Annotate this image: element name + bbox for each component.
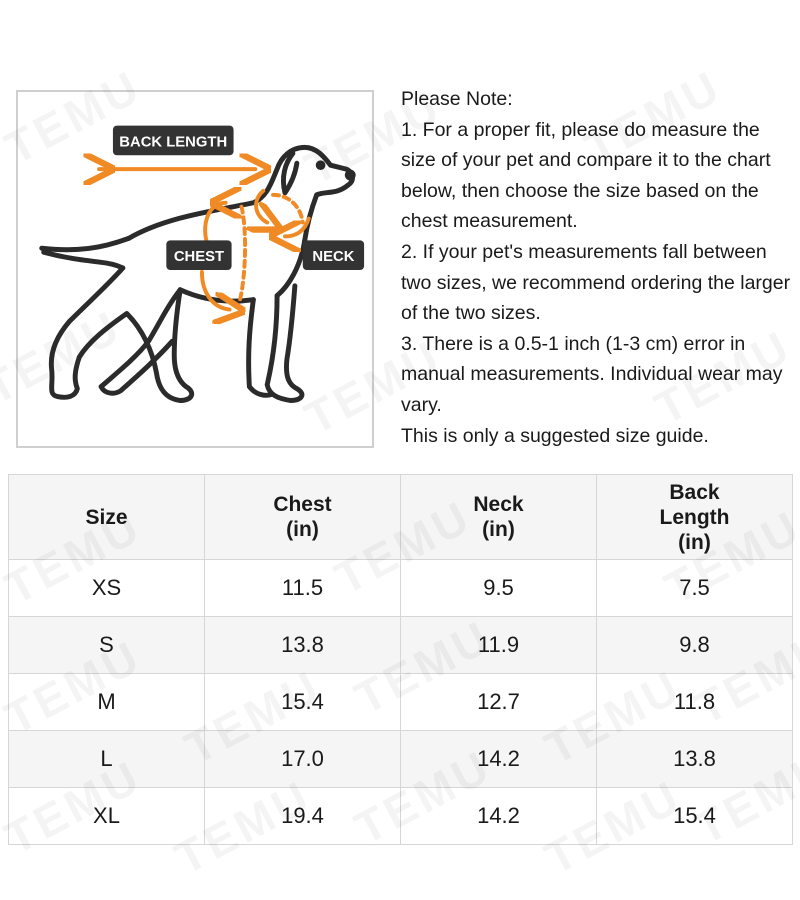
header-back-length: Back Length (in)	[597, 475, 793, 560]
table-row	[9, 560, 793, 617]
table-row	[9, 788, 793, 845]
neck-label	[303, 240, 364, 270]
header-size: Size	[9, 475, 205, 560]
size-note	[401, 84, 796, 451]
cell-chest: 11.5	[205, 560, 401, 617]
note-heading: Please Note:	[401, 88, 513, 110]
cell-neck: 9.5	[401, 560, 597, 617]
note-footer: This is only a suggested size guide.	[401, 424, 709, 447]
header-chest: Chest (in)	[205, 475, 401, 560]
table-row	[9, 731, 793, 788]
svg-text:NECK: NECK	[312, 249, 355, 266]
cell-neck: 14.2	[401, 788, 597, 845]
header-neck: Neck (in)	[401, 475, 597, 560]
cell-back-length: 9.8	[597, 617, 793, 674]
cell-neck: 11.9	[401, 617, 597, 674]
size-chart-header	[9, 475, 793, 560]
cell-back-length: 13.8	[597, 731, 793, 788]
dog-measurement-diagram	[16, 90, 374, 448]
cell-back-length: 11.8	[597, 674, 793, 731]
cell-size: M	[9, 674, 205, 731]
back-length-label	[113, 126, 234, 156]
size-chart-body	[9, 560, 793, 845]
cell-size: S	[9, 617, 205, 674]
cell-neck: 12.7	[401, 674, 597, 731]
cell-back-length: 7.5	[597, 560, 793, 617]
note-item: 3. There is a 0.5-1 inch (1-3 cm) error in manual measurements. Individual wear may vary.	[401, 332, 783, 416]
cell-back-length: 15.4	[597, 788, 793, 845]
cell-chest: 15.4	[205, 674, 401, 731]
cell-chest: 17.0	[205, 731, 401, 788]
dog-diagram-svg	[18, 92, 372, 446]
svg-text:BACK LENGTH: BACK LENGTH	[119, 134, 228, 151]
dog-outline-icon	[42, 147, 353, 400]
table-row	[9, 674, 793, 731]
cell-size: XL	[9, 788, 205, 845]
note-item: 2. If your pet's measurements fall between two sizes, we recommend ordering the larger of the two sizes.	[401, 240, 791, 325]
size-chart-table	[8, 474, 793, 845]
table-header-row	[9, 475, 793, 560]
table-row	[9, 617, 793, 674]
cell-chest: 13.8	[205, 617, 401, 674]
chest-label	[166, 240, 231, 270]
cell-chest: 19.4	[205, 788, 401, 845]
svg-text:CHEST: CHEST	[173, 249, 225, 266]
cell-neck: 14.2	[401, 731, 597, 788]
note-item: 1. For a proper fit, please do measure the size of your pet and compare it to the chart below, then choose the size based on the chest measurement.	[401, 118, 771, 233]
cell-size: L	[9, 731, 205, 788]
cell-size: XS	[9, 560, 205, 617]
